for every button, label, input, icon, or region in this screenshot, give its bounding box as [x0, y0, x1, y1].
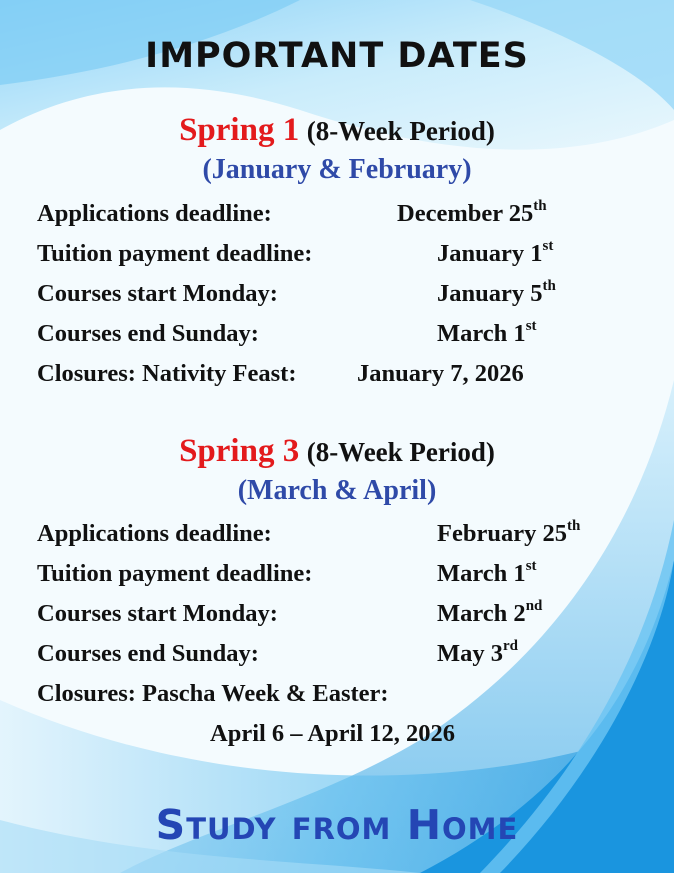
spring1-row-date: January 5th [437, 277, 556, 307]
spring3-row-label: Tuition payment deadline: [37, 560, 313, 587]
spring1-term: Spring 1 [179, 112, 300, 148]
spring1-row-label: Applications deadline: [37, 200, 272, 227]
spring3-row-label: Closures: Pascha Week & Easter: [37, 680, 389, 707]
spring3-months: (March & April) [237, 475, 437, 506]
spring3-row-date: February 25th [437, 517, 581, 547]
spring3-heading [0, 433, 674, 470]
spring1-row-label: Closures: Nativity Feast: [37, 360, 297, 387]
spring3-row-label: Courses end Sunday: [37, 640, 259, 667]
spring1-row-date: March 1st [437, 317, 537, 347]
spring1-row-label: Tuition payment deadline: [37, 240, 313, 267]
spring1-heading [0, 112, 674, 149]
spring3-row-label: Courses start Monday: [37, 600, 278, 627]
spring3-row-date: May 3rd [437, 637, 518, 667]
spring1-row-label: Courses end Sunday: [37, 320, 259, 347]
spring1-row-date: January 1st [437, 237, 554, 267]
spring1-period: (8-Week Period) [306, 116, 495, 146]
page-title: IMPORTANT DATES [145, 36, 529, 76]
spring3-period: (8-Week Period) [306, 437, 495, 467]
spring3-term: Spring 3 [179, 433, 300, 469]
spring3-row-label: Applications deadline: [37, 520, 272, 547]
spring1-row-label: Courses start Monday: [37, 280, 278, 307]
spring1-row-date: December 25th [397, 197, 547, 227]
spring3-row-date: March 1st [437, 557, 537, 587]
spring3-closure-dates: April 6 – April 12, 2026 [210, 720, 456, 747]
spring3-row-date: March 2nd [437, 597, 543, 627]
spring1-months: (January & February) [202, 154, 472, 185]
footer-slogan: Study from Home [155, 801, 519, 849]
spring1-row-date: January 7, 2026 [357, 360, 524, 387]
